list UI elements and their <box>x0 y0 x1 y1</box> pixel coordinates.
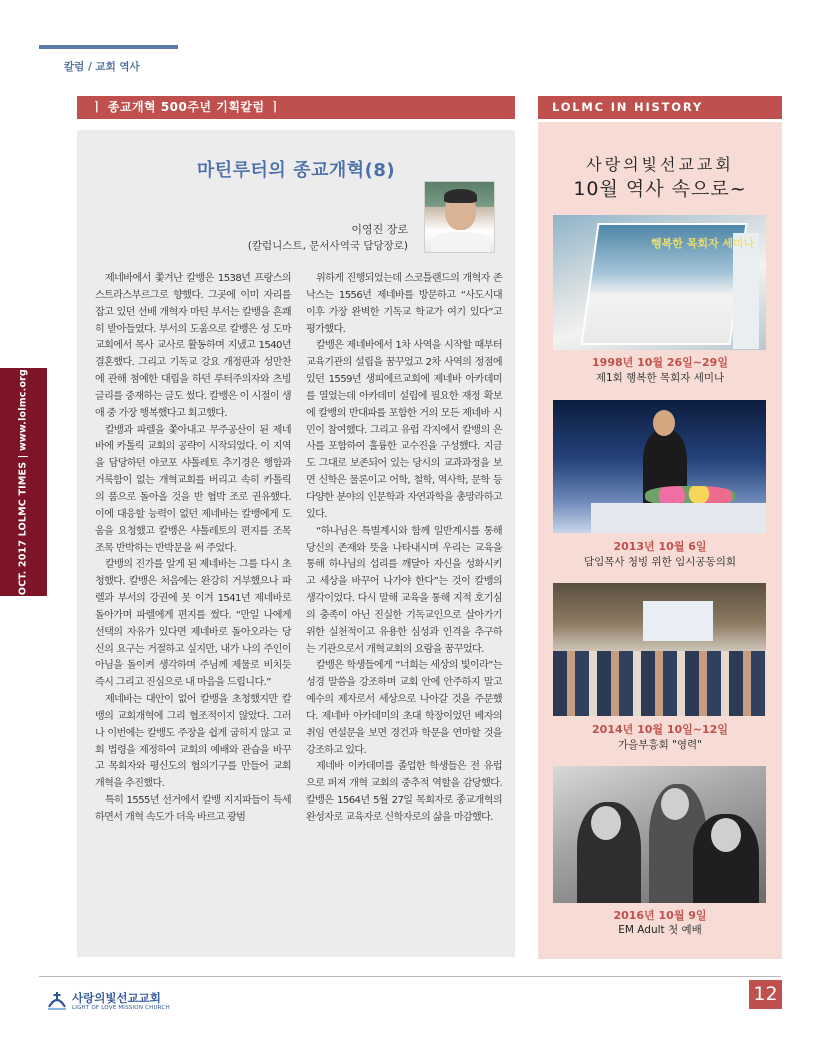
author-name: 이영진 장로 <box>351 223 408 236</box>
history-date: 1998년 10월 26일~29일 <box>592 356 728 369</box>
history-caption: 가을부흥회 "영력" <box>618 739 702 751</box>
author-photo <box>424 181 495 253</box>
article-column-2 <box>306 271 502 827</box>
history-photo-pastor <box>553 400 766 533</box>
history-date: 2014년 10월 10일~12일 <box>592 723 728 736</box>
side-tab-text: OCT. 2017 LOLMC TIMES | www.lolmc.org <box>17 368 29 596</box>
history-caption: 제1회 행복한 목회자 세미나 <box>595 372 725 384</box>
paragraph: “하나님은 특별계시와 함께 일반계시를 통해 당신의 존재와 뜻을 나타내시며 우리는 교육을 통해 하나님의 섭리를 깨달아 자신을 성화시키고 세상을 바꾸어 나가야 한다”는 것이 칼뱅의 생각이었다. 다시 말해 교육을 통해 지적 호기심의 충족이 아닌 진실한 기독교인으로 살아가기 위한 실천적이고 유용한 심성과 인격을 추구하는 기관으로서 개혁교회의 요람을 꿈꾸었다. <box>306 525 502 655</box>
author-role: (칼럼니스트, 문서사역국 담당장로) <box>247 240 408 252</box>
history-photo-seminar <box>553 215 766 350</box>
section-label: 칼럼 / 교회 역사 <box>64 61 140 73</box>
header-rule <box>39 45 178 49</box>
history-photo-revival <box>553 583 766 716</box>
history-date: 2016년 10월 9일 <box>613 909 707 922</box>
photo-binder-label: 행복한 목회자 세미나 <box>651 237 755 250</box>
church-logo-icon <box>46 989 68 1011</box>
page-number: 12 <box>749 980 782 1009</box>
paragraph: 제네바는 대안이 없어 칼뱅을 초청했지만 칼뱅의 교회개혁에 그리 협조적이지 않았다. 그러나 이번에는 칼뱅도 주장을 쉽게 굽히지 않고 교회 법령을 제정하여 교회의 예배와 관습을 바꾸고 목회자와 평신도의 협의기구를 만들어 교회개혁을 추진했다. <box>95 694 291 790</box>
paragraph: 제네바에서 쫓겨난 칼뱅은 1538년 프랑스의 스트라스부르그로 향했다. 그곳에 이미 자리를 잡고 있던 선배 개혁자 마틴 부서는 칼뱅을 흔쾌히 받아들였다. 부서의 도움으로 칼뱅은 성 도마교회에서 목사 교사로 활동하며 지냈고 1540년 결혼했다. 그리고 기독교 강요 개정판과 성만찬에 관해 첨예한 대립을 하던 루터주의자와 츠빙글리를 중재하는 글도 썼다. 칼뱅은 이 시절이 생애 중 가장 행복했다고 회고했다. <box>95 273 291 419</box>
paragraph: 칼뱅의 진가를 알게 된 제네바는 그를 다시 초청했다. 칼뱅은 처음에는 완강히 거부했으나 파렐과 부서의 강권에 못 이겨 1541년 제네바로 돌아가며 파렐에게 편지를 썼다. “만일 나에게 선택의 자유가 있다면 제네바로 돌아오라는 당신의 요구는 거절하고 싶지만, 내가 나의 주인이 아님을 돌이켜 생각하며 주님께 제물로 비치듯 즉시 그리고 진심으로 내 마음을 드립니다.” <box>95 559 291 689</box>
history-photo-em-service <box>553 766 766 903</box>
history-caption: 담임목사 청빙 위한 임시공동의회 <box>583 556 736 568</box>
paragraph: 위하게 진행되었는데 스코틀랜드의 개혁자 존 낙스는 1556년 제네바를 방문하고 “사도시대 이후 가장 완벽한 기독교 학교가 여기 있다”고 평가했다. <box>306 273 502 335</box>
history-band: LOLMC IN HISTORY <box>538 96 782 119</box>
article-column-1 <box>95 271 291 827</box>
column-band: ㅣ 종교개혁 500주년 기획칼럼 ㅣ <box>77 96 515 119</box>
history-date: 2013년 10월 6일 <box>613 540 707 553</box>
paragraph: 칼뱅은 학생들에게 “너희는 세상의 빛이라”는 성경 말씀을 강조하며 교회 안에 안주하지 말고 예수의 제자로서 세상으로 나아갈 것을 주문했다. 제네바 아카데미의 초대 학장이었던 베자의 취임 연설문을 보면 경건과 학문을 연마할 것을 강조하고 있다. <box>306 660 502 756</box>
footer-church-name: 사랑의빛선교교회 <box>72 991 161 1005</box>
footer-church-name-en: LIGHT OF LOVE MISSION CHURCH <box>72 1005 170 1011</box>
footer-rule <box>39 976 781 977</box>
paragraph: 칼뱅은 제네바에서 1차 사역을 시작할 때부터 교육기관의 설립을 꿈꾸었고 2차 사역의 정점에 있던 1559년 생피에르교회에 제네바 아카데미를 열었는데 아카데미 설립에 필요한 재정 확보에 칼뱅의 반대파를 포함한 거의 모든 제네바 시민이 참여했다. 그리고 유럽 각지에서 칼뱅의 은사를 포함하여 훌륭한 교수진을 구성했다. 지금도 그대로 보존되어 있는 당시의 교과과정을 보면 신학은 물론이고 어학, 철학, 역사학, 문학 등 다양한 분야의 인문학과 자연과학을 총망라하고 있다. <box>306 340 502 520</box>
history-title-month: 10월 역사 속으로~ <box>573 178 747 200</box>
history-title-church: 사랑의빛선교교회 <box>586 155 734 174</box>
article-title: 마틴루터의 종교개혁(8) <box>196 160 396 181</box>
history-caption: EM Adult 첫 예배 <box>618 924 702 936</box>
paragraph: 제네바 이카데미를 졸업한 학생들은 전 유럽으로 퍼져 개혁 교회의 중추적 역할을 감당했다. 칼뱅은 1564년 5월 27일 목회자로 종교개혁의 완성자로 교육자로 신학자로의 삶을 마감했다. <box>306 761 502 823</box>
paragraph: 칼뱅과 파렐을 쫓아내고 무주공산이 된 제네바에 카톨릭 교회의 공략이 시작되었다. 이 지역을 담당하던 야코포 샤톨레토 추기경은 행함과 거룩함이 없는 개혁교회를 버리고 속히 카톨릭의 품으로 돌아올 것을 반 협박 조로 권유했다. 이에 대응할 능력이 없던 제네바는 칼뱅에게 도움을 요청했고 칼뱅은 샤톨레토의 편지를 조목조목 반박하는 반박문을 써 주었다. <box>95 424 291 554</box>
paragraph: 특히 1555년 선거에서 칼뱅 지지파들이 득세하면서 개혁 속도가 더욱 바르고 광범 <box>95 795 291 823</box>
